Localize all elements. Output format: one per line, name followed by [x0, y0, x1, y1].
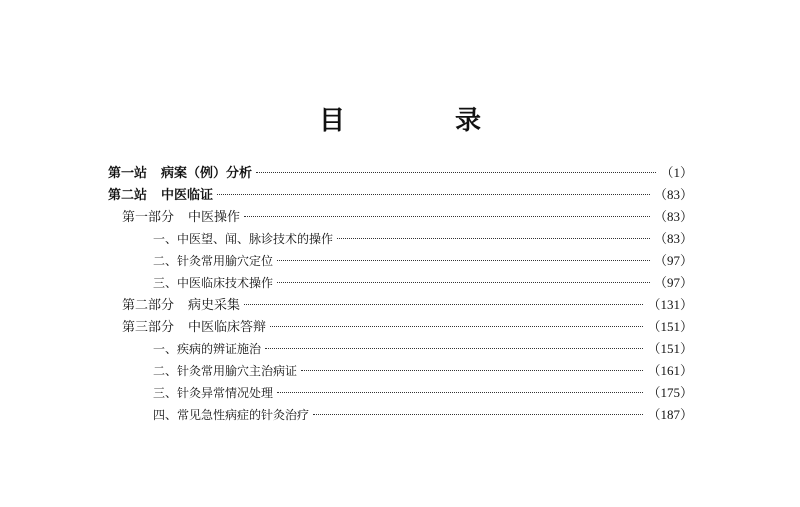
toc-entry-label: 二、针灸常用腧穴主治病证	[153, 364, 298, 378]
toc-entry[interactable]	[108, 162, 693, 184]
dot-leader	[277, 260, 650, 261]
toc-entry-title	[153, 382, 273, 404]
dot-leader	[256, 172, 656, 173]
toc-entry-title	[153, 228, 333, 250]
toc-entry-number: 第三部分	[122, 320, 175, 335]
dot-leader	[265, 348, 643, 349]
toc-entry-label: 中医临证	[161, 188, 214, 203]
dot-leader	[217, 194, 650, 195]
toc-entry-title	[153, 250, 273, 272]
toc-page-number: （97）	[653, 253, 693, 268]
toc-entry-number: 第一部分	[122, 210, 175, 225]
toc-entry-label: 三、中医临床技术操作	[153, 276, 274, 290]
toc-entry[interactable]	[108, 228, 693, 250]
toc-entry-title	[108, 185, 213, 207]
toc-entry-number: 第一站	[108, 166, 148, 181]
toc-entry-number: 第二部分	[122, 298, 175, 313]
toc-entry-label: 一、中医望、闻、脉诊技术的操作	[153, 232, 334, 246]
toc-entry-title	[108, 163, 252, 185]
toc-entry-title	[122, 295, 240, 317]
toc-page-number: （131）	[647, 297, 693, 312]
table-of-contents	[108, 162, 693, 426]
dot-leader	[337, 238, 650, 239]
toc-page-number: （187）	[647, 407, 693, 422]
toc-page-number: （97）	[653, 275, 693, 290]
toc-entry-label: 四、常见急性病症的针灸治疗	[153, 408, 310, 422]
toc-entry-label: 病案（例）分析	[161, 166, 253, 181]
toc-page-number: （151）	[647, 341, 693, 356]
toc-entry[interactable]	[108, 206, 693, 228]
toc-entry-label: 中医临床答辩	[188, 320, 267, 335]
toc-page-number: （83）	[653, 187, 693, 202]
toc-entry[interactable]	[108, 382, 693, 404]
toc-entry-label: 二、针灸常用腧穴定位	[153, 254, 274, 268]
toc-entry[interactable]	[108, 316, 693, 338]
toc-entry-label: 中医操作	[188, 210, 241, 225]
dot-leader	[277, 392, 643, 393]
dot-leader	[301, 370, 643, 371]
toc-entry-label: 病史采集	[188, 298, 241, 313]
toc-entry[interactable]	[108, 184, 693, 206]
toc-entry-title	[153, 338, 261, 360]
dot-leader	[313, 414, 643, 415]
toc-page-number: （83）	[653, 209, 693, 224]
toc-entry-title	[122, 317, 266, 339]
page-title: 目 录	[318, 106, 523, 136]
toc-page-number: （83）	[653, 231, 693, 246]
toc-entry-label: 一、疾病的辨证施治	[153, 342, 262, 356]
toc-entry[interactable]	[108, 404, 693, 426]
toc-entry-title	[122, 207, 240, 229]
toc-entry[interactable]	[108, 294, 693, 316]
toc-entry-label: 三、针灸异常情况处理	[153, 386, 274, 400]
dot-leader	[244, 216, 650, 217]
toc-entry-title	[153, 360, 297, 382]
toc-entry[interactable]	[108, 272, 693, 294]
toc-entry-number: 第二站	[108, 188, 148, 203]
toc-entry-title	[153, 404, 309, 426]
toc-entry[interactable]	[108, 360, 693, 382]
toc-entry[interactable]	[108, 338, 693, 360]
toc-page-number: （175）	[647, 385, 693, 400]
dot-leader	[277, 282, 650, 283]
dot-leader	[244, 304, 643, 305]
toc-entry-title	[153, 272, 273, 294]
toc-page-number: （161）	[647, 363, 693, 378]
toc-page-number: （1）	[660, 165, 693, 180]
toc-page-number: （151）	[647, 319, 693, 334]
dot-leader	[270, 326, 643, 327]
toc-entry[interactable]	[108, 250, 693, 272]
